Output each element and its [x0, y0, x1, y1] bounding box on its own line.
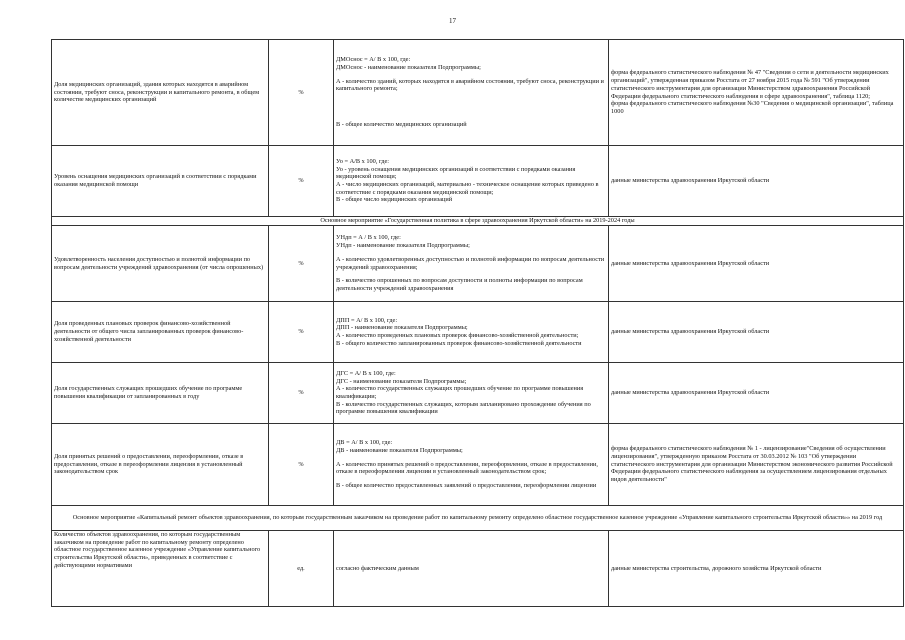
data-source: [609, 363, 904, 424]
table-row: [52, 40, 904, 146]
formula-line: В - общее количество предоставленных заявлений о предоставлении, переоформлении лицензии: [336, 482, 597, 489]
formula-line: ДВ - наименование показателя Подпрограммы;: [336, 446, 463, 454]
formula-line: А - число медицинских организаций, материально - техническое оснащение которых приведено в соответствие с порядками оказания медицинской помощи;: [336, 181, 599, 196]
indicator-formula: [334, 424, 609, 506]
data-source: [609, 40, 904, 146]
formula-line: ДГС = А/ В х 100, где:: [336, 369, 396, 377]
indicator-formula: [334, 226, 609, 302]
table-row: [52, 226, 904, 302]
indicators-table: [51, 39, 904, 607]
indicator-unit: %: [269, 424, 334, 506]
formula-line: А - количество государственных служащих прошедших обучение по программе повышения квалификации;: [336, 385, 584, 400]
indicator-formula: [334, 146, 609, 217]
formula-line: УНдп - наименование показателя Подпрограммы;: [336, 242, 470, 250]
indicator-name: Количество объектов здравоохранения, по которым государственным заказчиком на проведение работ по капитальному ремонту определено областное государственное казенное учреждение «Управление капитального строительства Иркутской области», приведенных в соответствие с действующими нормативами: [52, 531, 269, 607]
source-line: данные министерства здравоохранения Иркутской области: [611, 259, 770, 267]
formula-line: В - общее количество медицинских организаций: [336, 121, 467, 128]
formula-line: ДВ = А/ В х 100, где:: [336, 439, 393, 447]
source-line: данные министерства здравоохранения Иркутской области: [611, 177, 770, 185]
indicator-unit: %: [269, 40, 334, 146]
indicator-name: Доля медицинских организаций, здания которых находятся в аварийном состоянии, требуют сноса, реконструкции и капитального ремонта, в общем количестве медицинских организаций: [52, 40, 269, 146]
indicator-name: Доля государственных служащих прошедших обучение по программе повышения квалификации от запланированных в году: [52, 363, 269, 424]
source-line: форма федерального статистического наблюдения №30 "Сведения о медицинской организации", таблица 1000: [611, 100, 894, 115]
table-row: [52, 146, 904, 217]
section-title: Основное мероприятие «Государственная политика в сфере здравоохранения Иркутской области» на 2019-2024 годы: [52, 217, 904, 226]
source-line: форма федерального статистического наблюдения № 47 "Сведения о сети и деятельности медицинских организаций", утвержденная приказом Росстата от 27 ноября 2015 года № 591 "Об утверждении статистического инструментария для организации Министерством здравоохранения Российской Федерации федерального статистического наблюдения в сфере здравоохранения", таблица 1120;: [611, 69, 889, 100]
data-source: [609, 226, 904, 302]
formula-line: УНдп = А / В х 100, где:: [336, 234, 401, 242]
formula-line: В - общее число медицинских организаций: [336, 196, 453, 204]
source-line: данные министерства здравоохранения Иркутской области: [611, 328, 770, 336]
indicator-name: Удовлетворенность населения доступностью и полнотой информации по вопросам деятельности учреждений здравоохранения (от числа опрошенных): [52, 226, 269, 302]
table-row: [52, 424, 904, 506]
indicator-formula: [334, 302, 609, 363]
source-line: данные министерства строительства, дорожного хозяйства Иркутской области: [611, 564, 822, 572]
formula-line: ДМОсноc - наименование показателя Подпрограммы;: [336, 63, 481, 71]
formula-line: В - количество государственных служащих, которым запланировано прохождение обучения по программе повышения квалификации: [336, 400, 591, 416]
page-number: 17: [449, 17, 456, 25]
formula-line: ДПП - наименование показателя Подпрограммы;: [336, 324, 468, 332]
section-row: [52, 217, 904, 226]
formula-line: ДМОсноc = А/ В х 100, где:: [336, 56, 411, 64]
section-title: Основное мероприятие «Капитальный ремонт объектов здравоохранения, по которым государственным заказчиком на проведение работ по капитальному ремонту определено областное государственное казенное учреждение «Управление капитального строительства Иркутской области»» на 2019 год: [52, 506, 904, 531]
indicator-unit: %: [269, 302, 334, 363]
formula-line: А - количество удовлетворенных доступностью и полнотой информации по вопросам деятельности учреждений здравоохранения;: [336, 255, 605, 271]
indicator-unit: %: [269, 226, 334, 302]
table-row: [52, 363, 904, 424]
formula-line: А - количество принятых решений о предоставлении, переоформлении, отказе в предоставлении, отказе в переоформлении лицензии в установленный законодательством срок;: [336, 460, 598, 476]
formula-line: А - количество зданий, которых находятся в аварийном состоянии, требуют сноса, реконструкции и капитального ремонта;: [336, 77, 604, 93]
formula-line: Уо - уровень оснащения медицинских организаций в соответствии с порядками оказания медицинской помощи;: [336, 165, 576, 181]
formula-line: В - общего количество запланированных проверок финансово-хозяйственной деятельности: [336, 339, 582, 347]
data-source: [609, 302, 904, 363]
formula-line: Уо = А/В х 100, где:: [336, 157, 390, 165]
indicator-unit: ед.: [269, 531, 334, 607]
source-line: данные министерства здравоохранения Иркутской области: [611, 389, 770, 397]
indicator-formula: [334, 531, 609, 607]
formula-line: ДГС - наименование показателя Подпрограммы;: [336, 377, 467, 385]
data-source: [609, 531, 904, 607]
indicator-unit: %: [269, 146, 334, 217]
data-source: [609, 424, 904, 506]
indicator-formula: [334, 40, 609, 146]
formula-line: А - количество проведенных плановых проверок финансово-хозяйственной деятельности;: [336, 332, 579, 339]
indicator-name: Доля проведенных плановых проверок финансово-хозяйственной деятельности от общего числа запланированных проверок финансово-хозяйственной деятельности: [52, 302, 269, 363]
section-row: [52, 506, 904, 531]
formula-line: согласно фактическим данным: [336, 564, 419, 572]
formula-line: В - количество опрошенных по вопросам доступности и полноты информации по вопросам деятельности учреждений здравоохранения: [336, 277, 583, 292]
formula-line: ДПП = А/ В х 100, где:: [336, 316, 398, 324]
data-source: [609, 146, 904, 217]
indicator-unit: %: [269, 363, 334, 424]
indicator-formula: [334, 363, 609, 424]
table-row: [52, 302, 904, 363]
indicator-name: Уровень оснащения медицинских организаций в соответствии с порядками оказания медицинской помощи: [52, 146, 269, 217]
source-line: форма федерального статистического наблюдения № 1 - лицензирование"Сведения об осуществлении лицензирования", утвержденную приказом Росстата от 30.03.2012 № 103 "Об утверждении статистического инструментария для организации Министерством экономического развития Российской Федерации федерального статистического наблюдения за осуществлением лицензирования отдельных видов деятельности": [611, 445, 893, 483]
indicator-name: Доля принятых решений о предоставлении, переоформлении, отказе в предоставлении, отказе в переоформлении лицензия в установленный законодательством срок: [52, 424, 269, 506]
table-row: [52, 531, 904, 607]
